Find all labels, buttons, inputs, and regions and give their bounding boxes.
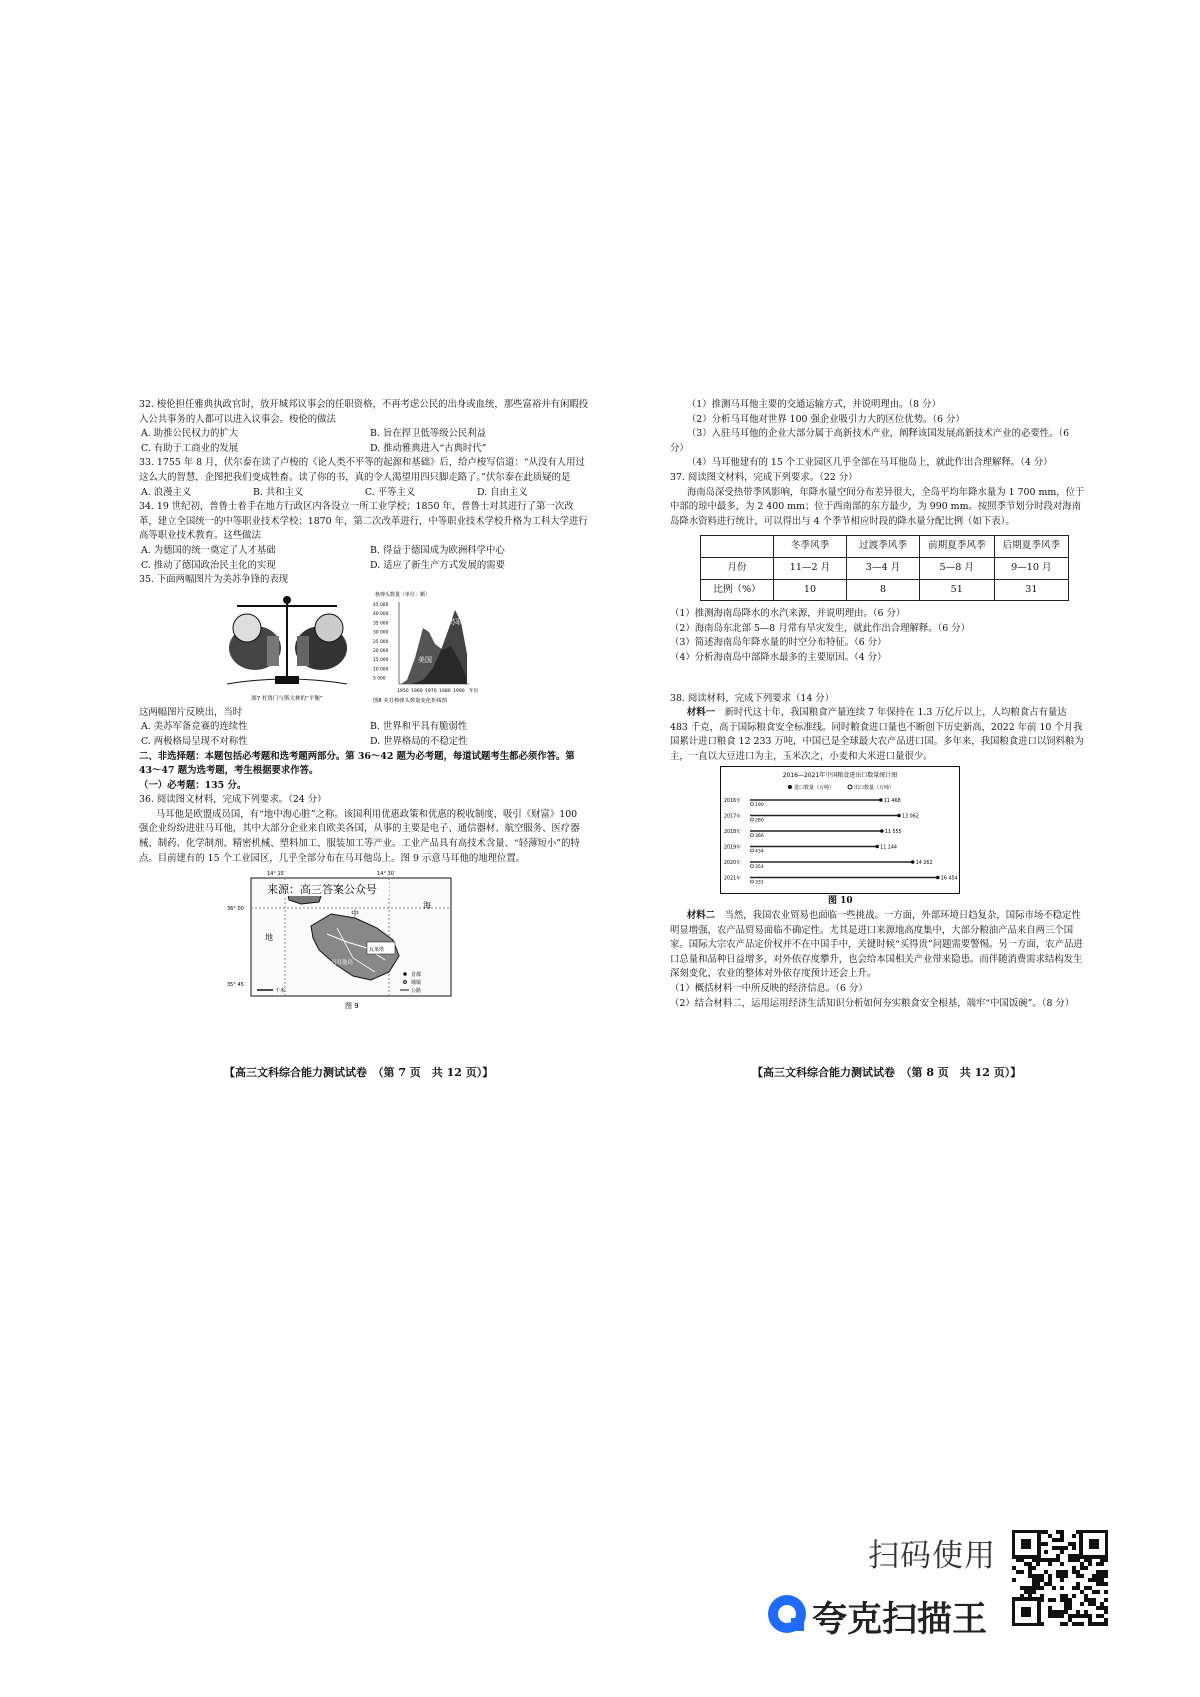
import-value-label: 11 144 xyxy=(880,845,897,851)
option-c: C. 有助于工商业的发展 xyxy=(141,442,239,454)
q36-sub-1: （1）推测马耳他主要的交通运输方式，并说明理由。（8 分） xyxy=(686,399,941,410)
table-cell xyxy=(701,536,774,558)
question-38-stem: 38. 阅读材料，完成下列要求（14 分） xyxy=(670,692,835,704)
option-b: B. 旨在捍卫低等级公民利益 xyxy=(370,428,486,440)
import-value-label: 11 468 xyxy=(883,799,901,805)
import-point xyxy=(911,861,915,865)
export-value-label: 354 xyxy=(755,865,764,871)
table-cell: 51 xyxy=(920,579,995,601)
material-1-text: 新时代这十年，我国粮食产量连续 7 年保持在 1.3 万亿斤以上，人均粮食占有量达 483 千克，高于国际粮食安全标准线。同时粮食进口量也不断创下历史新高，2022 年前 10 个月我国累计进口粮食 12 233 万吨，中国已是全球最大农产品进口国。多年来，我国粮食进口以饲料粮为主，一直以大豆进口为主，玉米次之，小麦和大米进口量很少。 xyxy=(670,707,1084,762)
map-legend-town: 城镇 xyxy=(411,980,422,987)
footer-right: 【高三文科综合能力测试试卷 （第 8 页 共 12 页）】 xyxy=(752,1066,1022,1079)
figure-8-xunit: 年份 xyxy=(469,688,479,694)
question-35-options xyxy=(139,720,589,749)
import-point xyxy=(936,876,940,880)
table-cell: 后期夏季风季 xyxy=(994,536,1069,558)
question-33-options xyxy=(139,486,589,501)
category-label: 2016年 xyxy=(724,799,742,805)
import-point xyxy=(897,814,901,818)
figure-8-caption: 图8 美苏核弹头数量变化折线图 xyxy=(373,697,447,704)
x-tick-label: 1960 xyxy=(411,688,423,694)
table-row xyxy=(701,557,1069,579)
map-lon-2: 14° 30′ xyxy=(377,871,395,878)
map-legend-capital: 首都 xyxy=(411,972,422,979)
option-b: B. 得益于德国成为欧洲科学中心 xyxy=(370,544,505,556)
option-d: D. 自由主义 xyxy=(477,486,528,498)
export-point xyxy=(751,818,754,821)
export-point xyxy=(751,803,754,806)
option-a: A. 浪漫主义 xyxy=(141,486,192,498)
q38-sub-1: （1）概括材料一中所反映的经济信息。（6 分） xyxy=(670,983,868,995)
option-c: C. 推动了德国政治民主化的实现 xyxy=(141,559,276,571)
x-tick-label: 1950 xyxy=(397,688,409,694)
table-cell: 月份 xyxy=(701,557,774,579)
option-c: C. 平等主义 xyxy=(365,486,416,498)
category-label: 2020年 xyxy=(724,861,742,867)
x-tick-label: 1980 xyxy=(439,688,451,694)
table-cell: 比例（%） xyxy=(701,579,774,601)
question-32-options xyxy=(139,427,589,456)
export-value-label: 434 xyxy=(755,849,764,855)
q36-sub-2: （2）分析马耳他对世界 100 强企业吸引力大的区位优势。（6 分） xyxy=(686,413,965,425)
y-tick-label: 10 000 xyxy=(373,667,389,673)
question-36-material: 马耳他是欧盟成员国，有“地中海心脏”之称。该国利用优惠政策和优惠的税收制度，吸引《财富》100 强企业纷纷进驻马耳他，其中大部分企业来自欧美各国，从事的主要是电子、通信器材、航空服务、医疗器械、制药、化学制剂、精密机械、塑料加工、服装加工等产业。工业产品具有高技术含量、“轻薄短小”的特点。目前建有的 15 个工业园区，几乎全部分布在马耳他岛上。图 9 示意马耳他的地理位置。 xyxy=(139,808,580,864)
malta-map xyxy=(227,868,487,1010)
import-value-label: 13 062 xyxy=(902,814,919,820)
scanner-slogan: 扫码使用 xyxy=(868,1538,996,1574)
export-value-label: 280 xyxy=(755,818,764,824)
q37-sub-4: （4）分析海南岛中部降水最多的主要原因。（4 分） xyxy=(670,651,887,663)
export-value-label: 331 xyxy=(755,880,764,886)
material-2-label: 材料二 xyxy=(686,910,716,922)
category-label: 2018年 xyxy=(724,830,742,836)
export-value-label: 366 xyxy=(755,834,764,840)
import-point xyxy=(879,799,883,803)
legend-entry: 出口数量（万吨） xyxy=(854,785,895,792)
export-value-label: 190 xyxy=(755,803,764,809)
figure-7-caption: 图7 杜鲁门与斯大林的“平衡” xyxy=(251,695,323,702)
table-cell: 前期夏季风季 xyxy=(920,536,995,558)
table-cell: 3—4 月 xyxy=(847,557,920,579)
section-2-heading: 二、非选择题：本题包括必考题和选考题两部分。第 36～42 题为必考题，每道试题考生都必须作答。第 43～47 题为选考题，考生根据要求作答。 xyxy=(139,750,575,777)
table-cell: 10 xyxy=(774,579,847,601)
qr-code-icon xyxy=(1012,1530,1108,1626)
chart-title: 2016—2021年中国粮食进出口数量统计图 xyxy=(782,772,898,780)
map-legend-road: 公路 xyxy=(411,988,422,995)
material-1-label: 材料一 xyxy=(686,707,716,719)
question-37-material: 海南岛深受热带季风影响，年降水量空间分布差异很大，全岛平均年降水量为 1 700 mm，位于中部的琼中最多，为 2 400 mm；位于西南部的东方最少，为 990 mm。按照季节划分时段对海南岛降水资料进行统计，可以得出与 4 个季节相应时段的降水量分配比例（如下表）。 xyxy=(670,486,1085,527)
table-cell: 31 xyxy=(994,579,1069,601)
option-d: D. 推动雅典进入“古典时代” xyxy=(370,442,487,454)
export-point xyxy=(751,834,754,837)
map-sea-label-1: 地 xyxy=(265,933,273,943)
map-lon-1: 14° 15′ xyxy=(267,871,285,878)
quark-logo-icon xyxy=(768,1595,806,1633)
q36-sub-3: （3）入驻马耳他的企业大部分属于高新技术产业，阐释该国发展高新技术产业的必要性。（6 分） xyxy=(670,428,1070,454)
option-d: D. 世界格局的不稳定性 xyxy=(370,735,468,747)
export-point xyxy=(751,880,754,883)
map-watermark: 来源：高三答案公众号 xyxy=(267,883,377,897)
option-c: C. 两极格局呈现不对称性 xyxy=(141,735,248,747)
map-island-label: 马耳他岛 xyxy=(331,960,354,967)
q38-sub-2: （2）结合材料二，运用运用经济生活知识分析如何夯实粮食安全根基，端牢“中国饭碗”。（8 分） xyxy=(670,997,1075,1009)
export-point xyxy=(751,865,754,868)
legend-marker-import xyxy=(788,785,792,789)
category-label: 2017年 xyxy=(724,814,742,820)
y-tick-label: 5 000 xyxy=(373,676,386,682)
right-page xyxy=(670,398,1085,1011)
question-32-stem: 32. 梭伦担任雅典执政官时，放开城邦议事会的任职资格，不再考虑公民的出身或血统，那些富裕并有闲暇投入公共事务的人都可以进入议事会。梭伦的做法 xyxy=(139,399,589,425)
y-tick-label: 25 000 xyxy=(373,639,389,645)
q37-sub-3: （3）简述海南岛年降水量的时空分布特征。（6 分） xyxy=(670,637,887,649)
figure-8-ylabel: 核弹头数量（单位：颗） xyxy=(375,591,431,598)
required-heading: （一）必考题：135 分。 xyxy=(139,779,247,791)
cartoon-figure xyxy=(217,588,357,706)
import-value-label: 14 262 xyxy=(915,861,933,867)
q37-sub-2: （2）海南岛东北部 5—8 月常有旱灾发生，就此作出合理解释。（6 分） xyxy=(670,622,970,634)
material-2-text: 当然，我国农业贸易也面临一些挑战。一方面，外部环境日趋复杂，国际市场不稳定性明显增强，农产品贸易面临不确定性。尤其是进口来源地高度集中，大部分粮油产品来自两三个国家。国际大宗农产品定价权并不在中国手中，关键时候“买得贵”问题需要警惕。另一方面，农产品进口总量和品种日益增多，对外依存度攀升，也会给本国相关产业带来隐患。而伴随消费需求结构发生深刻变化，农业的整体对外依存度预计还会上升。 xyxy=(670,910,1083,980)
table-cell: 冬季风季 xyxy=(774,536,847,558)
import-value-label: 16 454 xyxy=(940,876,958,882)
question-33-stem: 33. 1755 年 8 月，伏尔泰在读了卢梭的《论人类不平等的起源和基础》后，给卢梭写信道：“从没有人用过这么大的智慧，企图把我们变成牲畜。读了你的书，真的令人渴望用四只脚走路了。”伏尔泰在此质疑的是 xyxy=(139,457,585,483)
y-tick-label: 40 000 xyxy=(373,611,389,617)
import-value-label: 11 555 xyxy=(884,830,902,836)
figure-10-caption: 图 10 xyxy=(828,896,853,907)
table-row xyxy=(701,579,1069,601)
table-cell: 11—2 月 xyxy=(774,557,847,579)
option-b: B. 世界和平具有脆弱性 xyxy=(370,721,468,733)
question-35-stem: 35. 下面两幅图片为美苏争锋的表现 xyxy=(139,574,289,586)
warhead-figure xyxy=(371,588,481,706)
y-tick-label: 35 000 xyxy=(373,621,389,627)
question-34-stem: 34. 19 世纪初，普鲁士着手在地方行政区内各设立一所工业学校；1850 年，普鲁士对其进行了第一次改革，建立全国统一的中等职业技术学校；1870 年，第二次改革进行，中等职业技术学校升格为工科大学进行高等职业技术教育。这些做法 xyxy=(139,501,588,542)
table-cell: 5—8 月 xyxy=(920,557,995,579)
table-row xyxy=(701,536,1069,558)
map-capital-label: 瓦莱塔 xyxy=(369,947,385,954)
map-lat-2: 35° 45′ xyxy=(227,982,245,989)
table-cell: 8 xyxy=(847,579,920,601)
y-tick-label: 30 000 xyxy=(373,630,389,636)
legend-entry: 进口数量（万吨） xyxy=(794,785,835,792)
scanner-brand: 夸克扫描王 xyxy=(812,1600,988,1640)
category-label: 2021年 xyxy=(724,876,742,882)
y-tick-label: 20 000 xyxy=(373,648,389,654)
legend-marker-export xyxy=(848,785,852,789)
q36-sub-4: （4）马耳他建有的 15 个工业园区几乎全部在马耳他岛上，就此作出合理解释。（4 分） xyxy=(686,457,1053,469)
category-label: 2019年 xyxy=(724,845,742,851)
option-a: A. 美苏军备竞赛的连续性 xyxy=(141,721,248,733)
footer-left: 【高三文科综合能力测试试卷 （第 7 页 共 12 页）】 xyxy=(224,1066,494,1079)
map-sea-label-2: 中 xyxy=(351,909,359,919)
question-35-lead: 这两幅图片反映出，当时 xyxy=(139,706,243,718)
q37-sub-1: （1）推测海南岛降水的水汽来源，并说明理由。（6 分） xyxy=(670,608,906,620)
option-d: D. 适应了新生产方式发展的需要 xyxy=(370,559,506,571)
question-34-options xyxy=(139,544,589,573)
rainfall-table xyxy=(700,535,1069,601)
us-label: 美国 xyxy=(418,655,432,664)
x-tick-label: 1970 xyxy=(425,688,437,694)
option-a: A. 助推公民权力的扩大 xyxy=(141,428,239,440)
y-tick-label: 15 000 xyxy=(373,657,389,663)
option-a: A. 为德国的统一奠定了人才基础 xyxy=(141,544,276,556)
grain-trade-chart xyxy=(720,766,960,894)
ussr-label: 苏联 xyxy=(449,617,463,626)
option-b: B. 共和主义 xyxy=(253,486,304,498)
question-36-stem: 36. 阅读图文材料，完成下列要求。（24 分） xyxy=(139,794,327,806)
y-tick-label: 45 000 xyxy=(373,602,389,608)
import-point xyxy=(875,845,879,849)
table-cell: 9—10 月 xyxy=(994,557,1069,579)
map-lat-1: 36° 00′ xyxy=(227,906,245,913)
import-point xyxy=(880,830,884,834)
x-tick-label: 1990 xyxy=(453,688,465,694)
left-page xyxy=(139,398,589,1010)
question-37-stem: 37. 阅读图文材料，完成下列要求。（22 分） xyxy=(670,471,858,483)
figure-9-caption: 图 9 xyxy=(345,1002,359,1011)
map-scale: 千米 xyxy=(275,988,286,995)
map-sea-label-3: 海 xyxy=(423,901,431,911)
table-cell: 过渡季风季 xyxy=(847,536,920,558)
question-35-figures xyxy=(139,588,589,706)
export-point xyxy=(751,849,754,852)
